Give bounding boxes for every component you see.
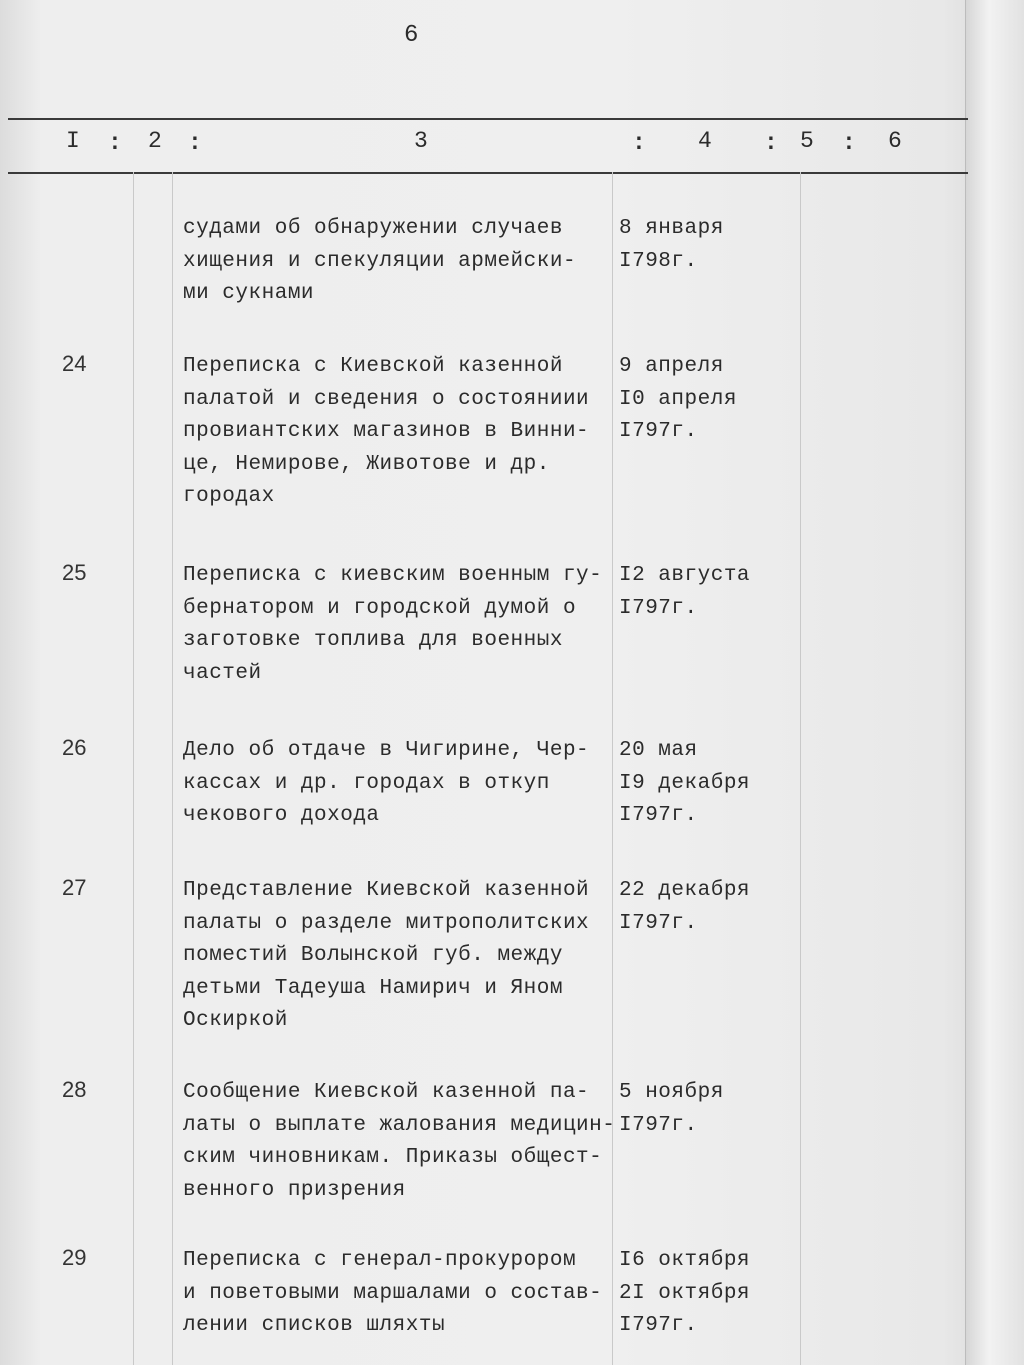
row-number: 29: [62, 1245, 87, 1270]
row-number: 24: [62, 351, 87, 376]
column-divider: [133, 172, 134, 1365]
text-line: хищения и спекуляции армейски-: [183, 249, 577, 273]
date-line: I797г.: [619, 804, 698, 827]
column-header-2: 2: [148, 128, 162, 154]
date-line: 5 ноября: [619, 1081, 724, 1104]
column-header-5: 5: [800, 128, 814, 154]
text-line: латы о выплате жалования медицин-: [183, 1113, 616, 1137]
row-description: [183, 735, 613, 833]
text-line: палаты о разделе митрополитских: [183, 911, 590, 935]
row-number: 25: [62, 560, 87, 585]
text-line: ми сукнами: [183, 282, 315, 305]
text-line: поместий Волынской губ. между: [183, 944, 563, 967]
header-top-rule: [8, 118, 968, 120]
row-description: [183, 1245, 613, 1343]
date-line: I797г.: [619, 911, 698, 935]
column-divider: [172, 172, 173, 1365]
text-line: провиантских магазинов в Винни-: [183, 420, 590, 443]
row-dates: [619, 560, 789, 625]
row-number: 28: [62, 1077, 87, 1102]
text-line: Переписка с Киевской казенной: [183, 355, 563, 378]
row-description: [183, 875, 613, 1038]
text-line: венного призрения: [183, 1178, 406, 1202]
row-dates: [619, 735, 789, 833]
date-line: I797г.: [619, 1113, 698, 1137]
row-dates: [619, 213, 789, 278]
date-line: 9 апреля: [619, 355, 724, 378]
column-header-3: 3: [414, 128, 428, 154]
text-line: Оскиркой: [183, 1009, 288, 1032]
text-line: ским чиновникам. Приказы общест-: [183, 1146, 603, 1169]
row-description: [183, 560, 613, 690]
column-header-6: 6: [888, 128, 902, 154]
text-line: частей: [183, 661, 262, 685]
row-dates: [619, 351, 789, 449]
row-number: 27: [62, 875, 87, 900]
text-line: Переписка с генерал-прокурором: [183, 1249, 577, 1272]
column-separator: :: [632, 130, 646, 156]
text-line: палатой и сведения о состояниии: [183, 387, 590, 411]
text-line: и поветовыми маршалами о состав-: [183, 1281, 603, 1305]
date-line: I0 апреля: [619, 387, 737, 411]
column-header-1: I: [66, 128, 80, 154]
text-line: детьми Тадеуша Намирич и Яном: [183, 976, 563, 1000]
date-line: 8 января: [619, 217, 724, 240]
text-line: Сообщение Киевской казенной па-: [183, 1081, 590, 1104]
page-edge: [965, 0, 1024, 1365]
column-header-4: 4: [698, 128, 712, 154]
date-line: 22 декабря: [619, 879, 751, 902]
date-line: I797г.: [619, 1314, 698, 1337]
text-line: городах: [183, 485, 275, 508]
date-line: I797г.: [619, 420, 698, 443]
row-dates: [619, 875, 789, 940]
column-divider: [800, 172, 801, 1365]
row-description: [183, 351, 613, 514]
text-line: лении списков шляхты: [183, 1314, 446, 1337]
column-separator: :: [842, 130, 856, 156]
page-number: 6: [404, 22, 419, 49]
row-description: [183, 213, 613, 311]
text-line: заготовке топлива для военных: [183, 629, 563, 652]
text-line: Представление Киевской казенной: [183, 879, 590, 902]
header-bottom-rule: [8, 172, 968, 174]
column-separator: :: [188, 130, 202, 156]
date-line: I2 августа: [619, 564, 751, 587]
text-line: Переписка с киевским военным гу-: [183, 564, 603, 587]
row-dates: [619, 1077, 789, 1142]
text-line: бернатором и городской думой о: [183, 596, 577, 620]
text-line: Дело об отдаче в Чигирине, Чер-: [183, 739, 590, 762]
column-separator: :: [108, 130, 122, 156]
row-dates: [619, 1245, 789, 1343]
row-description: [183, 1077, 616, 1207]
date-line: I9 декабря: [619, 771, 751, 795]
row-number: 26: [62, 735, 87, 760]
date-line: I798г.: [619, 249, 698, 273]
date-line: 2I октября: [619, 1281, 751, 1305]
text-line: чекового дохода: [183, 804, 380, 827]
date-line: I797г.: [619, 596, 698, 620]
text-line: кассах и др. городах в откуп: [183, 771, 550, 795]
date-line: I6 октября: [619, 1249, 751, 1272]
date-line: 20 мая: [619, 739, 698, 762]
text-line: це, Немирове, Животове и др.: [183, 452, 550, 476]
column-separator: :: [764, 130, 778, 156]
text-line: судами об обнаружении случаев: [183, 217, 563, 240]
